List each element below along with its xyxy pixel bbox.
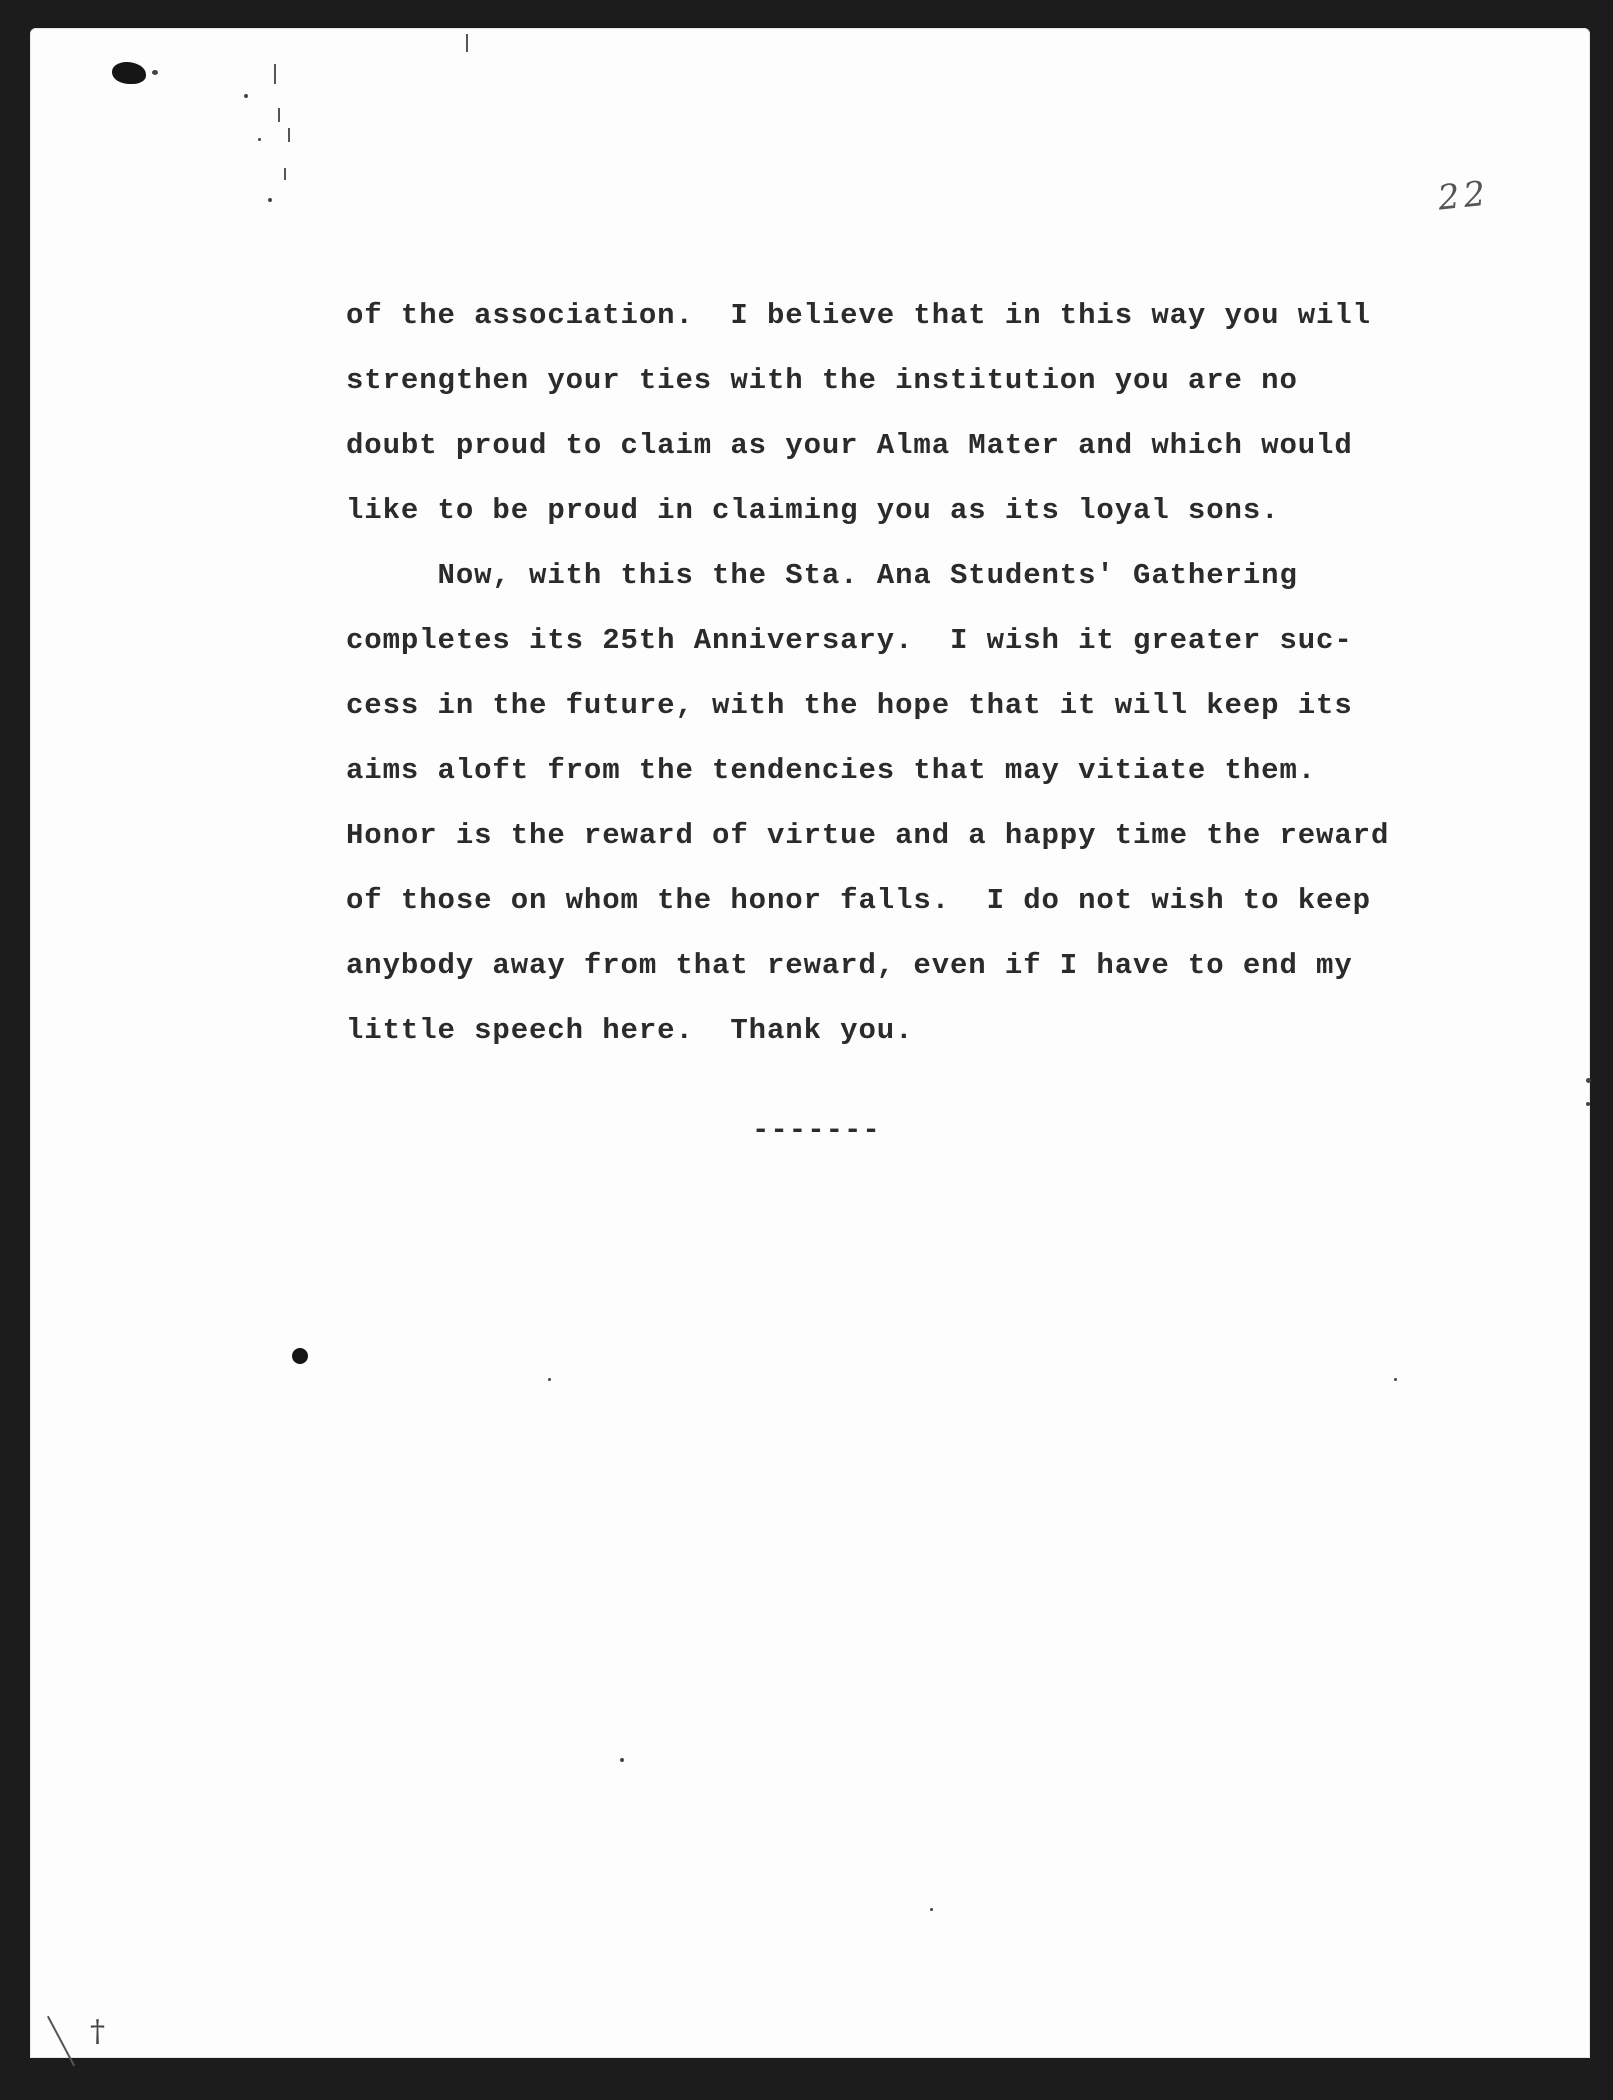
text-line: like to be proud in claiming you as its loyal sons. xyxy=(346,494,1280,527)
punch-dot xyxy=(292,1348,308,1364)
scratch-mark xyxy=(274,64,276,84)
text-line: of those on whom the honor falls. I do not wish to keep xyxy=(346,884,1371,917)
scratch-mark xyxy=(47,2016,75,2066)
text-line: strengthen your ties with the institution you are no xyxy=(346,364,1298,397)
text-line: anybody away from that reward, even if I have to end my xyxy=(346,949,1353,982)
text-line: little speech here. Thank you. xyxy=(346,1014,914,1047)
ink-speck xyxy=(1586,1102,1590,1106)
ink-blot xyxy=(112,62,146,84)
text-line: aims aloft from the tendencies that may vitiate them. xyxy=(346,754,1317,787)
text-line: Honor is the reward of virtue and a happy time the reward xyxy=(346,819,1390,852)
scratch-mark xyxy=(278,108,280,122)
scratch-mark xyxy=(288,128,290,142)
text-line: Now, with this the Sta. Ana Students' Gathering xyxy=(346,559,1298,592)
ink-speck xyxy=(268,198,272,202)
end-separator: ------- xyxy=(752,1114,881,1147)
ink-speck xyxy=(152,70,158,75)
scratch-mark xyxy=(284,168,286,180)
ink-speck xyxy=(258,138,261,141)
ink-speck xyxy=(548,1378,551,1381)
text-line: doubt proud to claim as your Alma Mater and which would xyxy=(346,429,1353,462)
ink-speck xyxy=(930,1908,933,1911)
text-line: of the association. I believe that in this way you will xyxy=(346,299,1371,332)
text-line: completes its 25th Anniversary. I wish it greater suc- xyxy=(346,624,1353,657)
text-line: cess in the future, with the hope that it will keep its xyxy=(346,689,1353,722)
ink-speck xyxy=(620,1758,624,1762)
ink-speck xyxy=(244,94,248,98)
typed-text-body xyxy=(346,283,1486,1063)
page-number: 22 xyxy=(1436,173,1492,219)
ink-speck xyxy=(1394,1378,1397,1381)
scratch-mark xyxy=(466,34,468,52)
document-page xyxy=(30,28,1590,2058)
edge-mark: † xyxy=(90,2014,105,2049)
ink-speck xyxy=(1586,1078,1591,1083)
